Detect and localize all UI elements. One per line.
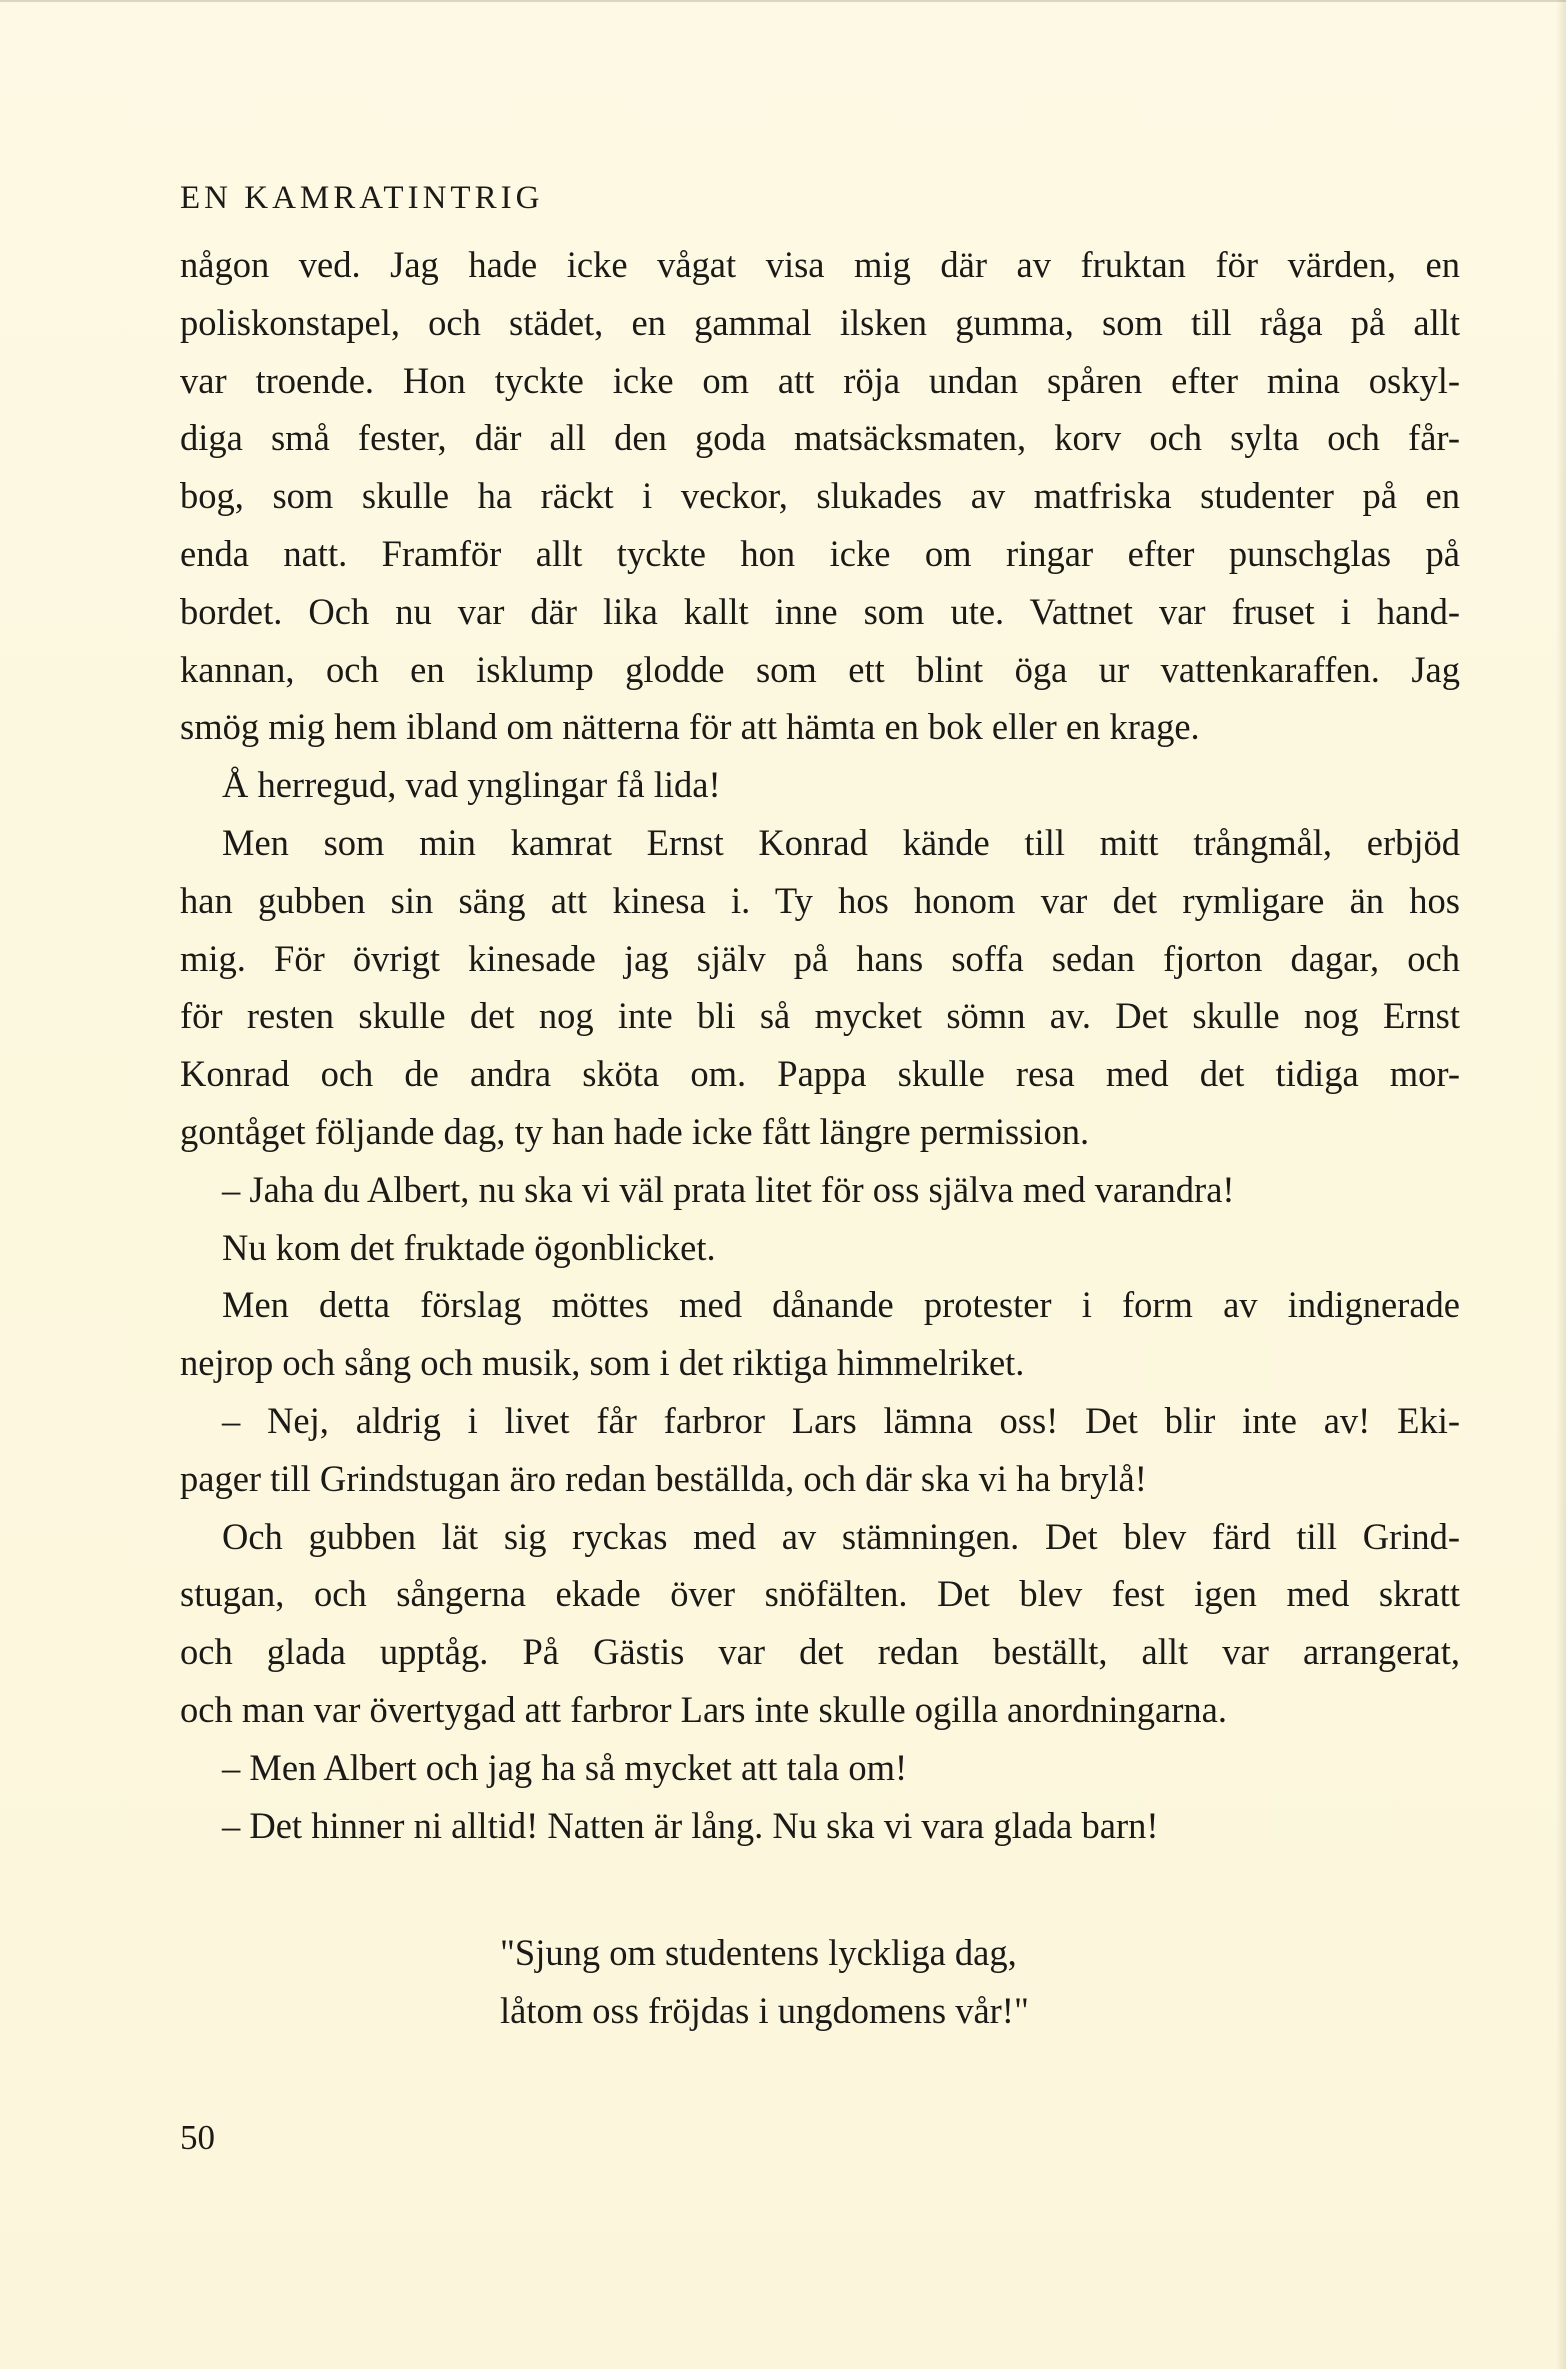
- body-text: [180, 236, 1460, 1854]
- text-line: Men som min kamrat Ernst Konrad kände till mitt trångmål, erbjöd: [222, 821, 1460, 863]
- page-right-edge: [1556, 0, 1566, 2369]
- text-line: för resten skulle det nog inte bli så mycket sömn av. Det skulle nog Ernst: [180, 995, 1460, 1037]
- text-line: någon ved. Jag hade icke vågat visa mig där av fruktan för värden, en: [180, 244, 1460, 285]
- text-line: och man var övertygad att farbror Lars inte skulle ogilla anordningarna.: [180, 1688, 1227, 1730]
- dialogue-line: – Men Albert och jag ha så mycket att tala om!: [222, 1746, 908, 1788]
- text-line: Och gubben lät sig ryckas med av stämningen. Det blev färd till Grind-: [222, 1515, 1460, 1557]
- text-line: poliskonstapel, och städet, en gammal ilsken gumma, som till råga på allt: [180, 301, 1460, 343]
- song-verse: [500, 1924, 1029, 2040]
- text-line: Konrad och de andra sköta om. Pappa skulle resa med det tidiga mor-: [180, 1053, 1460, 1095]
- text-line: kannan, och en isklump glodde som ett blint öga ur vattenkaraffen. Jag: [180, 648, 1460, 690]
- verse-line: "Sjung om studentens lyckliga dag,: [500, 1932, 1017, 1973]
- page-number: 50: [180, 2118, 215, 2157]
- text-line: bordet. Och nu var där lika kallt inne som ute. Vattnet var fruset i hand-: [180, 590, 1460, 632]
- running-head: EN KAMRATINTRIG: [180, 180, 544, 216]
- text-line: pager till Grindstugan äro redan beställda, och där ska vi ha brylå!: [180, 1457, 1147, 1499]
- text-line: och glada upptåg. På Gästis var det redan beställt, allt var arrangerat,: [180, 1631, 1460, 1673]
- text-line: gontåget följande dag, ty han hade icke fått längre permission.: [180, 1110, 1090, 1152]
- text-line: enda natt. Framför allt tyckte hon icke om ringar efter punschglas på: [180, 532, 1460, 574]
- text-line: han gubben sin säng att kinesa i. Ty hos honom var det rymligare än hos: [180, 879, 1460, 921]
- verse-line: låtom oss fröjdas i ungdomens vår!": [500, 1989, 1029, 2031]
- text-line: nejrop och sång och musik, som i det riktiga himmelriket.: [180, 1342, 1025, 1384]
- text-line: smög mig hem ibland om nätterna för att hämta en bok eller en krage.: [180, 706, 1200, 748]
- text-line: Å herregud, vad ynglingar få lida!: [222, 764, 721, 806]
- text-line: var troende. Hon tyckte icke om att röja undan spåren efter mina oskyl-: [180, 359, 1460, 401]
- page-top-edge: [0, 0, 1566, 14]
- dialogue-line: – Det hinner ni alltid! Natten är lång. Nu ska vi vara glada barn!: [222, 1804, 1159, 1846]
- text-line: bog, som skulle ha räckt i veckor, slukades av matfriska studenter på en: [180, 475, 1460, 517]
- text-line: stugan, och sångerna ekade över snöfälten. Det blev fest igen med skratt: [180, 1573, 1460, 1615]
- text-line: Men detta förslag möttes med dånande protester i form av indignerade: [222, 1284, 1460, 1326]
- dialogue-line: – Nej, aldrig i livet får farbror Lars lämna oss! Det blir inte av! Eki-: [222, 1399, 1460, 1441]
- text-line: diga små fester, där all den goda matsäcksmaten, korv och sylta och får-: [180, 417, 1460, 459]
- dialogue-line: – Jaha du Albert, nu ska vi väl prata litet för oss själva med varandra!: [222, 1168, 1235, 1210]
- text-line: Nu kom det fruktade ögonblicket.: [222, 1226, 716, 1268]
- text-line: mig. För övrigt kinesade jag själv på hans soffa sedan fjorton dagar, och: [180, 937, 1460, 979]
